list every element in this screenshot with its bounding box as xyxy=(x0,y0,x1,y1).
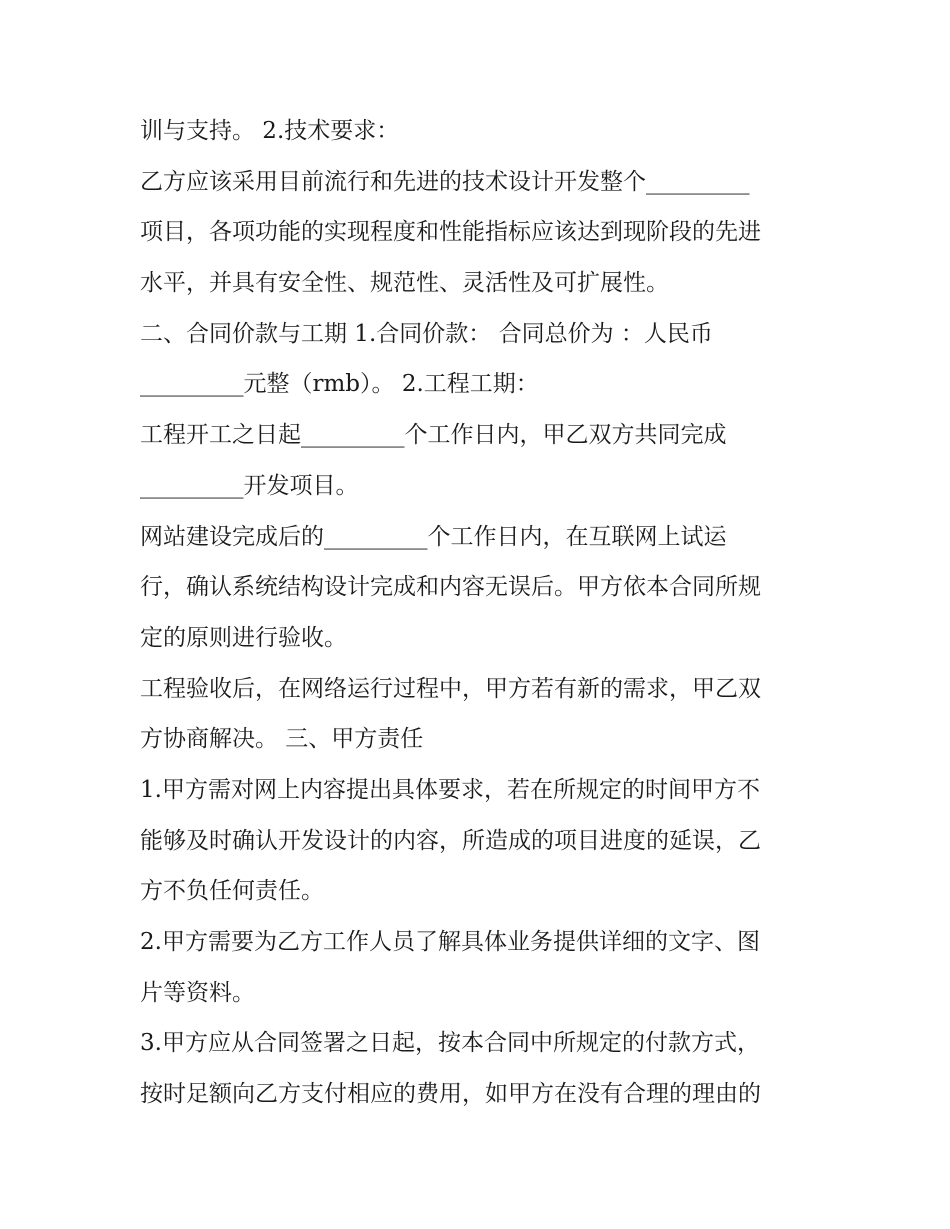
text-line: 3.甲方应从合同签署之日起，按本合同中所规定的付款方式， xyxy=(140,1030,760,1057)
text-line: 工程验收后，在网络运行过程中，甲方若有新的需求，甲乙双 xyxy=(140,675,761,702)
text-line: 项目，各项功能的实现程度和性能指标应该达到现阶段的先进 xyxy=(140,219,761,246)
text-line: 按时足额向乙方支付相应的费用，如甲方在没有合理的理由的 xyxy=(140,1081,761,1108)
text-line: _________元整（rmb）。 2.工程工期： xyxy=(140,371,539,398)
text-line: 定的原则进行验收。 xyxy=(140,624,347,651)
contract-body xyxy=(140,106,820,1120)
text-line: 训与支持。 2.技术要求： xyxy=(140,118,400,144)
text-line: 1.甲方需对网上内容提出具体要求，若在所规定的时间甲方不 xyxy=(140,776,760,803)
text-line: 片等资料。 xyxy=(140,979,255,1006)
text-line: 行，确认系统结构设计完成和内容无误后。甲方依本合同所规 xyxy=(140,574,761,601)
text-line: 工程开工之日起_________个工作日内，甲乙双方共同完成 xyxy=(140,422,727,449)
text-line: 乙方应该采用目前流行和先进的技术设计开发整个_________ xyxy=(140,168,750,195)
text-line: 能够及时确认开发设计的内容，所造成的项目进度的延误，乙 xyxy=(140,827,761,854)
text-line: 水平，并具有安全性、规范性、灵活性及可扩展性。 xyxy=(140,270,669,297)
text-line: 2.甲方需要为乙方工作人员了解具体业务提供详细的文字、图 xyxy=(140,929,760,955)
text-line: 二、合同价款与工期 1.合同价款： 合同总价为 ：人民币 xyxy=(140,320,713,347)
text-line: 方不负任何责任。 xyxy=(140,878,324,905)
text-line: _________开发项目。 xyxy=(140,472,359,499)
text-line: 方协商解决。 三、甲方责任 xyxy=(140,726,424,753)
text-line: 网站建设完成后的_________个工作日内，在互联网上试运 xyxy=(140,523,727,550)
